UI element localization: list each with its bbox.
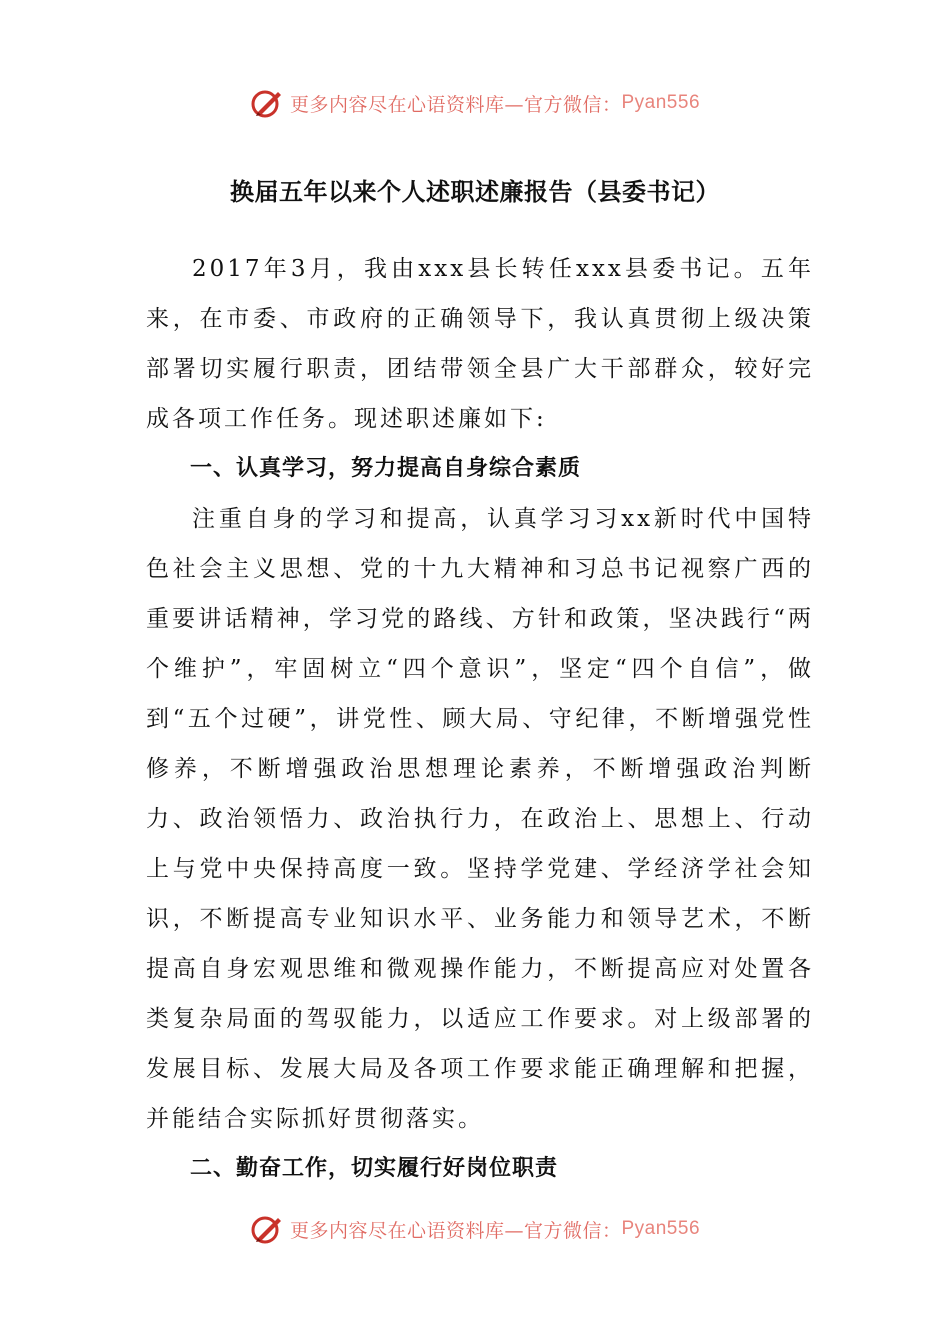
watermark-wechat-id: Pyan556 xyxy=(621,1218,701,1239)
watermark-header xyxy=(0,83,950,123)
watermark-text: 更多内容尽在心语资料库—官方微信： xyxy=(289,93,622,116)
watermark-footer xyxy=(0,1209,950,1249)
watermark-text: 更多内容尽在心语资料库—官方微信： xyxy=(289,1219,622,1242)
intro-paragraph: 2017年3月，我由xxx县长转任xxx县委书记。五年来，在市委、市政府的正确领导下，我认真贯彻上级决策部署切实履行职责，团结带领全县广大干部群众，较好完成各项工作任务。现述职述廉如下: xyxy=(146,256,814,432)
watermark-wechat-id: Pyan556 xyxy=(621,92,701,113)
pen-logo-icon xyxy=(250,1212,284,1246)
document-body xyxy=(146,244,814,1194)
document-title: 换届五年以来个人述职述廉报告（县委书记） xyxy=(230,177,720,206)
pen-logo-icon xyxy=(250,86,284,120)
section-2-heading: 二、勤奋工作，切实履行好岗位职责 xyxy=(190,1156,559,1181)
section-1-paragraph: 注重自身的学习和提高，认真学习习xx新时代中国特色社会主义思想、党的十九大精神和习总书记视察广西的重要讲话精神，学习党的路线、方针和政策，坚决践行“两个维护”，牢固树立“四个意识”，坚定“四个自信”，做到“五个过硬”，讲党性、顾大局、守纪律，不断增强党性修养，不断增强政治思想理论素养，不断增强政治判断力、政治领悟力、政治执行力，在政治上、思想上、行动上与党中央保持高度一致。坚持学党建、学经济学社会知识，不断提高专业知识水平、业务能力和领导艺术，不断提高自身宏观思维和微观操作能力，不断提高应对处置各类复杂局面的驾驭能力，以适应工作要求。对上级部署的发展目标、发展大局及各项工作要求能正确理解和把握，并能结合实际抓好贯彻落实。 xyxy=(146,506,814,1132)
section-1-heading: 一、认真学习，努力提高自身综合素质 xyxy=(190,456,582,481)
